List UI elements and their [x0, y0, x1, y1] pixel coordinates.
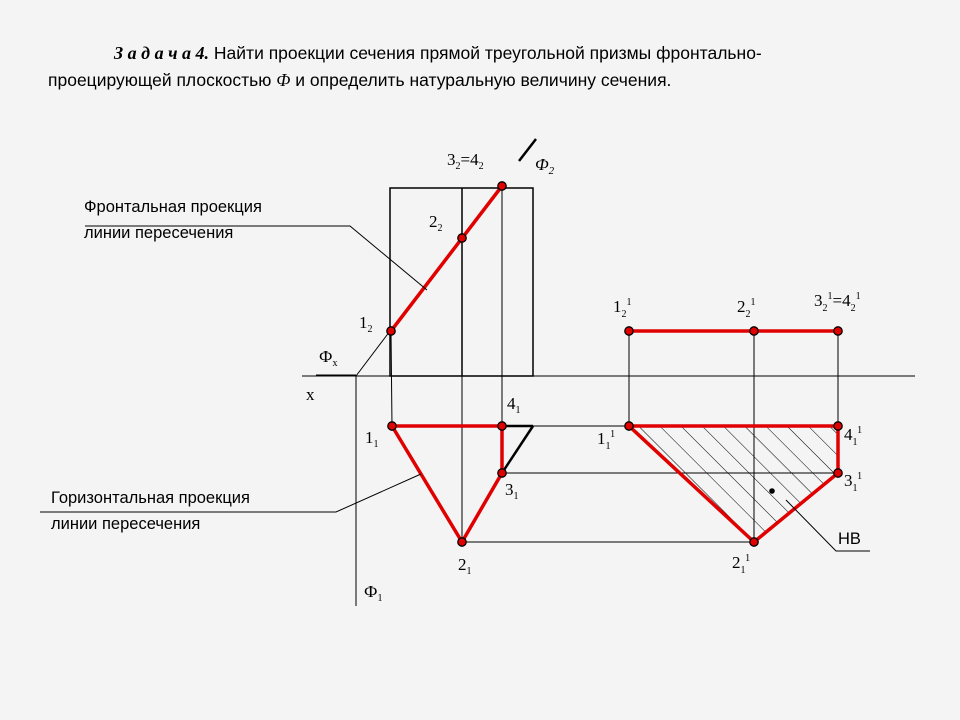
- label-q2-1: $2_1^1$: [732, 553, 751, 576]
- callout-frontal-line2: линии пересечения: [84, 224, 234, 242]
- callout-frontal-line1: Фронтальная проекция: [84, 198, 262, 216]
- label-phi2: $Ф_2$: [535, 155, 555, 177]
- point-3-2-4-2: [498, 182, 506, 190]
- label-1-1: $1_1$: [365, 428, 379, 450]
- task-phi: Ф: [276, 70, 291, 90]
- task-text-3: и определить натуральную величину сечения.: [290, 70, 672, 90]
- point-q3-1: [834, 469, 842, 477]
- label-q1-2: $1_2^1$: [613, 297, 632, 320]
- callout-horizontal-line2: линии пересечения: [51, 515, 201, 533]
- task-text-1: Найти проекции сечения прямой треугольной призмы фронтально-: [209, 43, 762, 63]
- callout-horizontal-line1: Горизонтальная проекция: [51, 489, 250, 507]
- label-phi1: $Ф_1$: [364, 582, 383, 604]
- phix-bend: [356, 331, 390, 376]
- label-1-2: $1_2$: [359, 313, 373, 335]
- nv-dot: [769, 488, 775, 494]
- link-1: [391, 331, 392, 426]
- point-q3-2: [834, 327, 842, 335]
- section-frontal-line: [391, 186, 502, 331]
- point-q4-1: [834, 422, 842, 430]
- point-q1-1: [625, 422, 633, 430]
- label-q4-1: $4_1^1$: [844, 425, 863, 448]
- label-q2-2: $2_2^1$: [737, 297, 756, 320]
- point-1-1: [388, 422, 396, 430]
- label-q1-1: $1_1^1$: [597, 429, 616, 452]
- point-q2-2: [750, 327, 758, 335]
- prism-horizontal-edge-b: [502, 426, 533, 473]
- label-2-2: $2_2$: [429, 212, 443, 234]
- label-3-2-4-2: $3_2=4_2$: [447, 150, 484, 172]
- phi2-trace-end: [519, 139, 536, 161]
- point-2-1: [458, 538, 466, 546]
- label-q3-1: $3_1^1$: [844, 471, 863, 494]
- task-text-2: проецирующей плоскостью: [48, 70, 277, 90]
- point-q1-2: [625, 327, 633, 335]
- task-lead: З а д а ч а 4.: [114, 43, 210, 63]
- point-4-1: [498, 422, 506, 430]
- label-4-1: $4_1$: [507, 394, 521, 416]
- point-2-2: [458, 234, 466, 242]
- point-3-1: [498, 469, 506, 477]
- callout-nv: НВ: [838, 530, 861, 548]
- label-phix: $Ф_x$: [319, 347, 338, 369]
- label-2-1: $2_1$: [458, 555, 472, 577]
- label-q3-2-4-2: $3_2^1=4_2^1$: [814, 291, 861, 314]
- point-1-2: [387, 327, 395, 335]
- label-3-1: $3_1$: [505, 480, 519, 502]
- section-horizontal-polygon: [392, 426, 502, 542]
- label-x-axis: x: [306, 385, 315, 404]
- point-q2-1: [750, 538, 758, 546]
